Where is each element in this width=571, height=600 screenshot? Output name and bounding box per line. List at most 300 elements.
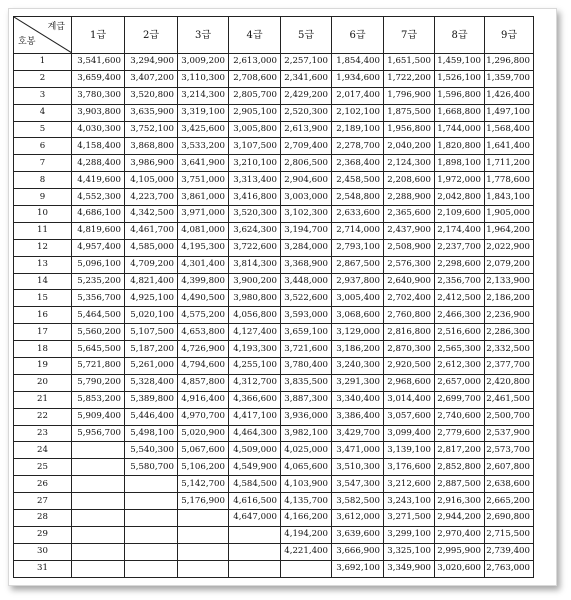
table-row bbox=[14, 341, 534, 358]
salary-cell: 4,616,500 bbox=[229, 493, 281, 510]
salary-cell: 3,299,100 bbox=[384, 526, 435, 543]
header-row bbox=[14, 17, 534, 54]
salary-cell bbox=[72, 543, 125, 560]
salary-cell: 2,420,800 bbox=[485, 374, 534, 391]
salary-cell: 2,257,100 bbox=[281, 54, 332, 71]
salary-cell: 5,560,200 bbox=[72, 324, 125, 341]
salary-cell: 2,565,300 bbox=[435, 341, 485, 358]
salary-cell: 2,699,700 bbox=[435, 391, 485, 408]
salary-cell: 4,857,800 bbox=[178, 374, 229, 391]
salary-cell: 4,223,700 bbox=[125, 189, 178, 206]
salary-cell: 2,806,500 bbox=[281, 155, 332, 172]
table-row bbox=[14, 307, 534, 324]
step-cell: 16 bbox=[14, 307, 72, 324]
salary-cell: 3,982,100 bbox=[281, 425, 332, 442]
salary-cell: 2,288,900 bbox=[384, 189, 435, 206]
salary-cell: 2,102,100 bbox=[332, 104, 384, 121]
salary-cell: 3,186,200 bbox=[332, 341, 384, 358]
salary-cell: 5,096,100 bbox=[72, 256, 125, 273]
salary-cell bbox=[72, 560, 125, 577]
salary-cell: 4,417,100 bbox=[229, 408, 281, 425]
salary-cell: 2,332,500 bbox=[485, 341, 534, 358]
salary-cell: 2,816,800 bbox=[384, 324, 435, 341]
salary-cell: 3,612,000 bbox=[332, 510, 384, 527]
salary-cell: 2,573,700 bbox=[485, 442, 534, 459]
salary-cell: 5,067,600 bbox=[178, 442, 229, 459]
salary-cell: 3,429,700 bbox=[332, 425, 384, 442]
salary-cell: 2,763,000 bbox=[485, 560, 534, 577]
salary-cell: 3,752,100 bbox=[125, 121, 178, 138]
step-cell: 29 bbox=[14, 526, 72, 543]
salary-cell: 4,584,500 bbox=[229, 476, 281, 493]
salary-cell: 4,585,000 bbox=[125, 239, 178, 256]
step-cell: 24 bbox=[14, 442, 72, 459]
salary-cell: 3,547,300 bbox=[332, 476, 384, 493]
salary-cell: 3,520,300 bbox=[229, 206, 281, 223]
salary-cell: 4,794,600 bbox=[178, 358, 229, 375]
step-cell: 28 bbox=[14, 510, 72, 527]
corner-header bbox=[14, 17, 72, 54]
salary-cell: 3,210,100 bbox=[229, 155, 281, 172]
salary-cell: 3,751,000 bbox=[178, 172, 229, 189]
salary-cell: 4,709,200 bbox=[125, 256, 178, 273]
salary-cell bbox=[72, 526, 125, 543]
salary-cell: 3,471,000 bbox=[332, 442, 384, 459]
salary-cell: 2,429,200 bbox=[281, 87, 332, 104]
salary-cell: 4,916,400 bbox=[178, 391, 229, 408]
salary-cell: 3,139,100 bbox=[384, 442, 435, 459]
salary-cell: 3,176,600 bbox=[384, 459, 435, 476]
salary-cell: 2,944,200 bbox=[435, 510, 485, 527]
salary-cell: 4,127,400 bbox=[229, 324, 281, 341]
salary-cell: 3,102,300 bbox=[281, 206, 332, 223]
salary-cell: 3,009,200 bbox=[178, 54, 229, 71]
salary-cell: 3,340,400 bbox=[332, 391, 384, 408]
table-row bbox=[14, 172, 534, 189]
salary-cell: 5,540,300 bbox=[125, 442, 178, 459]
salary-cell: 2,356,700 bbox=[435, 273, 485, 290]
salary-cell: 1,722,200 bbox=[384, 70, 435, 87]
step-cell: 10 bbox=[14, 206, 72, 223]
salary-cell: 2,124,300 bbox=[384, 155, 435, 172]
salary-cell: 3,325,100 bbox=[384, 543, 435, 560]
salary-cell bbox=[229, 526, 281, 543]
salary-cell: 3,214,300 bbox=[178, 87, 229, 104]
salary-cell: 2,548,800 bbox=[332, 189, 384, 206]
salary-cell: 3,294,900 bbox=[125, 54, 178, 71]
salary-cell: 2,739,400 bbox=[485, 543, 534, 560]
salary-cell: 2,657,000 bbox=[435, 374, 485, 391]
salary-cell: 1,711,200 bbox=[485, 155, 534, 172]
salary-cell: 3,425,600 bbox=[178, 121, 229, 138]
salary-cell: 4,821,400 bbox=[125, 273, 178, 290]
salary-cell: 1,426,400 bbox=[485, 87, 534, 104]
salary-cell: 2,189,100 bbox=[332, 121, 384, 138]
salary-cell: 3,510,300 bbox=[332, 459, 384, 476]
salary-cell: 2,377,700 bbox=[485, 358, 534, 375]
salary-cell: 2,368,400 bbox=[332, 155, 384, 172]
step-axis-label: 호봉 bbox=[18, 37, 36, 47]
salary-cell bbox=[229, 560, 281, 577]
salary-cell: 1,796,900 bbox=[384, 87, 435, 104]
salary-cell: 3,971,000 bbox=[178, 206, 229, 223]
salary-cell: 2,690,800 bbox=[485, 510, 534, 527]
salary-cell: 5,721,800 bbox=[72, 358, 125, 375]
salary-cell: 3,194,700 bbox=[281, 222, 332, 239]
step-cell: 5 bbox=[14, 121, 72, 138]
salary-cell: 1,972,000 bbox=[435, 172, 485, 189]
salary-cell: 1,651,500 bbox=[384, 54, 435, 71]
table-row bbox=[14, 408, 534, 425]
salary-cell: 3,692,100 bbox=[332, 560, 384, 577]
grade-axis-label: 계급 bbox=[47, 22, 65, 32]
salary-cell: 3,887,300 bbox=[281, 391, 332, 408]
salary-cell: 1,497,100 bbox=[485, 104, 534, 121]
salary-cell bbox=[229, 543, 281, 560]
salary-cell: 2,461,500 bbox=[485, 391, 534, 408]
grade-header: 5급 bbox=[281, 17, 332, 54]
step-cell: 26 bbox=[14, 476, 72, 493]
salary-cell: 5,020,100 bbox=[125, 307, 178, 324]
salary-cell bbox=[178, 526, 229, 543]
salary-cell: 2,133,900 bbox=[485, 273, 534, 290]
salary-cell: 3,386,400 bbox=[332, 408, 384, 425]
salary-cell: 4,819,600 bbox=[72, 222, 125, 239]
table-row bbox=[14, 374, 534, 391]
salary-cell bbox=[72, 442, 125, 459]
salary-cell: 2,867,500 bbox=[332, 256, 384, 273]
step-cell: 4 bbox=[14, 104, 72, 121]
salary-cell bbox=[125, 543, 178, 560]
salary-cell: 3,780,400 bbox=[281, 358, 332, 375]
salary-cell: 3,349,900 bbox=[384, 560, 435, 577]
salary-cell: 1,898,100 bbox=[435, 155, 485, 172]
salary-cell: 3,057,600 bbox=[384, 408, 435, 425]
salary-cell: 3,129,000 bbox=[332, 324, 384, 341]
salary-cell: 1,934,600 bbox=[332, 70, 384, 87]
salary-cell: 2,174,400 bbox=[435, 222, 485, 239]
step-cell: 7 bbox=[14, 155, 72, 172]
salary-cell: 2,968,600 bbox=[384, 374, 435, 391]
table-row bbox=[14, 543, 534, 560]
grade-header: 2급 bbox=[125, 17, 178, 54]
salary-cell: 5,142,700 bbox=[178, 476, 229, 493]
table-row bbox=[14, 189, 534, 206]
salary-cell: 4,103,900 bbox=[281, 476, 332, 493]
salary-cell: 2,079,200 bbox=[485, 256, 534, 273]
table-row bbox=[14, 391, 534, 408]
salary-cell: 2,937,800 bbox=[332, 273, 384, 290]
salary-cell: 2,970,400 bbox=[435, 526, 485, 543]
salary-cell: 5,498,100 bbox=[125, 425, 178, 442]
salary-cell: 3,005,400 bbox=[332, 290, 384, 307]
salary-cell: 3,903,800 bbox=[72, 104, 125, 121]
salary-cell: 1,843,100 bbox=[485, 189, 534, 206]
salary-cell: 2,870,300 bbox=[384, 341, 435, 358]
salary-cell bbox=[281, 560, 332, 577]
salary-cell: 1,744,000 bbox=[435, 121, 485, 138]
salary-cell: 3,284,000 bbox=[281, 239, 332, 256]
salary-cell: 4,166,200 bbox=[281, 510, 332, 527]
salary-cell: 2,022,900 bbox=[485, 239, 534, 256]
step-cell: 20 bbox=[14, 374, 72, 391]
table-row bbox=[14, 273, 534, 290]
salary-cell: 4,065,600 bbox=[281, 459, 332, 476]
salary-cell: 2,760,800 bbox=[384, 307, 435, 324]
salary-cell: 2,665,200 bbox=[485, 493, 534, 510]
salary-cell: 3,522,600 bbox=[281, 290, 332, 307]
salary-cell: 4,221,400 bbox=[281, 543, 332, 560]
salary-cell: 4,158,400 bbox=[72, 138, 125, 155]
salary-cell bbox=[125, 510, 178, 527]
step-cell: 31 bbox=[14, 560, 72, 577]
salary-cell: 3,005,800 bbox=[229, 121, 281, 138]
salary-cell: 3,659,400 bbox=[72, 70, 125, 87]
salary-cell: 2,793,100 bbox=[332, 239, 384, 256]
salary-cell: 2,702,400 bbox=[384, 290, 435, 307]
step-cell: 27 bbox=[14, 493, 72, 510]
salary-cell: 4,419,600 bbox=[72, 172, 125, 189]
salary-cell: 4,957,400 bbox=[72, 239, 125, 256]
salary-cell: 3,416,800 bbox=[229, 189, 281, 206]
salary-cell: 1,875,500 bbox=[384, 104, 435, 121]
salary-cell: 2,714,000 bbox=[332, 222, 384, 239]
salary-cell: 3,068,600 bbox=[332, 307, 384, 324]
step-cell: 19 bbox=[14, 358, 72, 375]
salary-cell: 2,709,400 bbox=[281, 138, 332, 155]
salary-cell: 2,708,600 bbox=[229, 70, 281, 87]
salary-cell: 2,412,500 bbox=[435, 290, 485, 307]
step-cell: 22 bbox=[14, 408, 72, 425]
salary-cell bbox=[178, 543, 229, 560]
grade-header: 1급 bbox=[72, 17, 125, 54]
grade-header: 7급 bbox=[384, 17, 435, 54]
step-cell: 13 bbox=[14, 256, 72, 273]
salary-cell: 4,195,300 bbox=[178, 239, 229, 256]
salary-cell: 2,437,900 bbox=[384, 222, 435, 239]
step-cell: 15 bbox=[14, 290, 72, 307]
salary-cell: 5,020,900 bbox=[178, 425, 229, 442]
salary-cell: 4,366,600 bbox=[229, 391, 281, 408]
salary-cell: 2,607,800 bbox=[485, 459, 534, 476]
salary-cell: 5,187,200 bbox=[125, 341, 178, 358]
table-row bbox=[14, 459, 534, 476]
table-row bbox=[14, 358, 534, 375]
salary-cell: 2,613,900 bbox=[281, 121, 332, 138]
salary-cell: 4,549,900 bbox=[229, 459, 281, 476]
salary-cell: 3,986,900 bbox=[125, 155, 178, 172]
salary-cell: 4,726,900 bbox=[178, 341, 229, 358]
salary-cell: 2,779,600 bbox=[435, 425, 485, 442]
step-cell: 23 bbox=[14, 425, 72, 442]
salary-cell: 3,020,600 bbox=[435, 560, 485, 577]
salary-cell: 5,853,200 bbox=[72, 391, 125, 408]
salary-cell: 4,025,000 bbox=[281, 442, 332, 459]
salary-cell: 2,633,600 bbox=[332, 206, 384, 223]
salary-table bbox=[13, 16, 534, 578]
salary-cell: 5,909,400 bbox=[72, 408, 125, 425]
salary-cell: 3,780,300 bbox=[72, 87, 125, 104]
salary-cell: 3,520,800 bbox=[125, 87, 178, 104]
salary-cell: 1,359,700 bbox=[485, 70, 534, 87]
salary-cell: 3,212,600 bbox=[384, 476, 435, 493]
salary-cell: 3,368,900 bbox=[281, 256, 332, 273]
grade-header: 9급 bbox=[485, 17, 534, 54]
step-cell: 14 bbox=[14, 273, 72, 290]
step-cell: 3 bbox=[14, 87, 72, 104]
table-row bbox=[14, 87, 534, 104]
salary-cell: 1,905,000 bbox=[485, 206, 534, 223]
step-cell: 21 bbox=[14, 391, 72, 408]
salary-cell bbox=[72, 510, 125, 527]
salary-cell: 2,365,600 bbox=[384, 206, 435, 223]
salary-cell: 4,399,800 bbox=[178, 273, 229, 290]
salary-cell: 1,668,800 bbox=[435, 104, 485, 121]
salary-cell: 2,042,800 bbox=[435, 189, 485, 206]
salary-cell: 2,887,500 bbox=[435, 476, 485, 493]
salary-cell: 1,778,600 bbox=[485, 172, 534, 189]
table-row bbox=[14, 138, 534, 155]
salary-cell: 2,208,600 bbox=[384, 172, 435, 189]
salary-cell: 3,835,500 bbox=[281, 374, 332, 391]
table-row bbox=[14, 239, 534, 256]
salary-cell: 4,552,300 bbox=[72, 189, 125, 206]
salary-cell: 5,328,400 bbox=[125, 374, 178, 391]
table-row bbox=[14, 256, 534, 273]
salary-cell: 1,596,800 bbox=[435, 87, 485, 104]
salary-cell: 3,635,900 bbox=[125, 104, 178, 121]
table-row bbox=[14, 54, 534, 71]
salary-cell: 2,537,900 bbox=[485, 425, 534, 442]
salary-cell: 1,459,100 bbox=[435, 54, 485, 71]
table-row bbox=[14, 526, 534, 543]
salary-cell: 2,805,700 bbox=[229, 87, 281, 104]
salary-cell: 4,193,300 bbox=[229, 341, 281, 358]
salary-cell: 3,099,400 bbox=[384, 425, 435, 442]
salary-cell: 5,107,500 bbox=[125, 324, 178, 341]
salary-cell: 4,194,200 bbox=[281, 526, 332, 543]
salary-cell bbox=[125, 476, 178, 493]
salary-cell: 4,575,200 bbox=[178, 307, 229, 324]
salary-cell: 2,904,600 bbox=[281, 172, 332, 189]
salary-cell: 3,243,100 bbox=[384, 493, 435, 510]
grade-header: 3급 bbox=[178, 17, 229, 54]
salary-cell: 3,624,300 bbox=[229, 222, 281, 239]
salary-cell: 3,319,100 bbox=[178, 104, 229, 121]
salary-cell: 2,236,900 bbox=[485, 307, 534, 324]
salary-cell: 2,920,500 bbox=[384, 358, 435, 375]
salary-cell: 3,533,200 bbox=[178, 138, 229, 155]
salary-cell: 2,500,700 bbox=[485, 408, 534, 425]
table-row bbox=[14, 324, 534, 341]
salary-cell bbox=[125, 560, 178, 577]
salary-cell bbox=[178, 510, 229, 527]
salary-cell: 4,030,300 bbox=[72, 121, 125, 138]
table-row bbox=[14, 476, 534, 493]
salary-cell: 1,820,800 bbox=[435, 138, 485, 155]
salary-cell: 2,109,600 bbox=[435, 206, 485, 223]
salary-cell bbox=[125, 526, 178, 543]
salary-cell: 4,464,300 bbox=[229, 425, 281, 442]
salary-cell: 2,341,600 bbox=[281, 70, 332, 87]
salary-cell: 3,107,500 bbox=[229, 138, 281, 155]
salary-cell: 3,541,600 bbox=[72, 54, 125, 71]
step-cell: 8 bbox=[14, 172, 72, 189]
salary-cell: 3,666,900 bbox=[332, 543, 384, 560]
salary-cell: 4,081,000 bbox=[178, 222, 229, 239]
salary-cell: 2,278,700 bbox=[332, 138, 384, 155]
step-cell: 1 bbox=[14, 54, 72, 71]
salary-cell: 3,014,400 bbox=[384, 391, 435, 408]
salary-cell: 2,905,100 bbox=[229, 104, 281, 121]
salary-cell: 3,593,000 bbox=[281, 307, 332, 324]
salary-cell: 2,576,300 bbox=[384, 256, 435, 273]
grade-header: 8급 bbox=[435, 17, 485, 54]
salary-cell: 1,854,400 bbox=[332, 54, 384, 71]
salary-cell: 5,956,700 bbox=[72, 425, 125, 442]
salary-cell: 2,520,300 bbox=[281, 104, 332, 121]
salary-cell: 2,638,600 bbox=[485, 476, 534, 493]
salary-cell: 4,135,700 bbox=[281, 493, 332, 510]
salary-cell: 2,466,300 bbox=[435, 307, 485, 324]
step-cell: 17 bbox=[14, 324, 72, 341]
salary-cell: 2,458,500 bbox=[332, 172, 384, 189]
salary-cell: 5,356,700 bbox=[72, 290, 125, 307]
table-row bbox=[14, 425, 534, 442]
salary-cell: 3,936,000 bbox=[281, 408, 332, 425]
salary-cell: 1,641,400 bbox=[485, 138, 534, 155]
salary-cell: 5,464,500 bbox=[72, 307, 125, 324]
salary-cell: 3,582,500 bbox=[332, 493, 384, 510]
table-row bbox=[14, 510, 534, 527]
salary-cell bbox=[72, 476, 125, 493]
salary-cell: 3,659,100 bbox=[281, 324, 332, 341]
salary-cell: 4,105,000 bbox=[125, 172, 178, 189]
salary-cell: 2,612,300 bbox=[435, 358, 485, 375]
salary-cell: 5,106,200 bbox=[178, 459, 229, 476]
salary-cell: 4,970,700 bbox=[178, 408, 229, 425]
salary-cell: 2,286,300 bbox=[485, 324, 534, 341]
salary-cell: 2,298,600 bbox=[435, 256, 485, 273]
salary-cell: 5,446,400 bbox=[125, 408, 178, 425]
table-row bbox=[14, 206, 534, 223]
salary-cell bbox=[72, 493, 125, 510]
salary-cell: 2,613,000 bbox=[229, 54, 281, 71]
salary-cell: 2,852,800 bbox=[435, 459, 485, 476]
table-row bbox=[14, 155, 534, 172]
salary-cell: 3,240,300 bbox=[332, 358, 384, 375]
salary-cell: 2,740,600 bbox=[435, 408, 485, 425]
salary-cell: 3,407,200 bbox=[125, 70, 178, 87]
step-cell: 12 bbox=[14, 239, 72, 256]
salary-cell: 2,995,900 bbox=[435, 543, 485, 560]
salary-cell: 1,956,800 bbox=[384, 121, 435, 138]
salary-cell: 4,255,100 bbox=[229, 358, 281, 375]
salary-cell: 3,313,400 bbox=[229, 172, 281, 189]
salary-cell: 5,790,200 bbox=[72, 374, 125, 391]
salary-cell: 3,722,600 bbox=[229, 239, 281, 256]
salary-cell: 4,653,800 bbox=[178, 324, 229, 341]
table-row bbox=[14, 121, 534, 138]
step-cell: 18 bbox=[14, 341, 72, 358]
salary-cell: 4,056,800 bbox=[229, 307, 281, 324]
salary-cell: 4,490,500 bbox=[178, 290, 229, 307]
salary-cell: 2,916,300 bbox=[435, 493, 485, 510]
salary-cell: 4,647,000 bbox=[229, 510, 281, 527]
salary-cell: 4,342,500 bbox=[125, 206, 178, 223]
salary-cell: 2,640,900 bbox=[384, 273, 435, 290]
salary-cell: 3,900,200 bbox=[229, 273, 281, 290]
